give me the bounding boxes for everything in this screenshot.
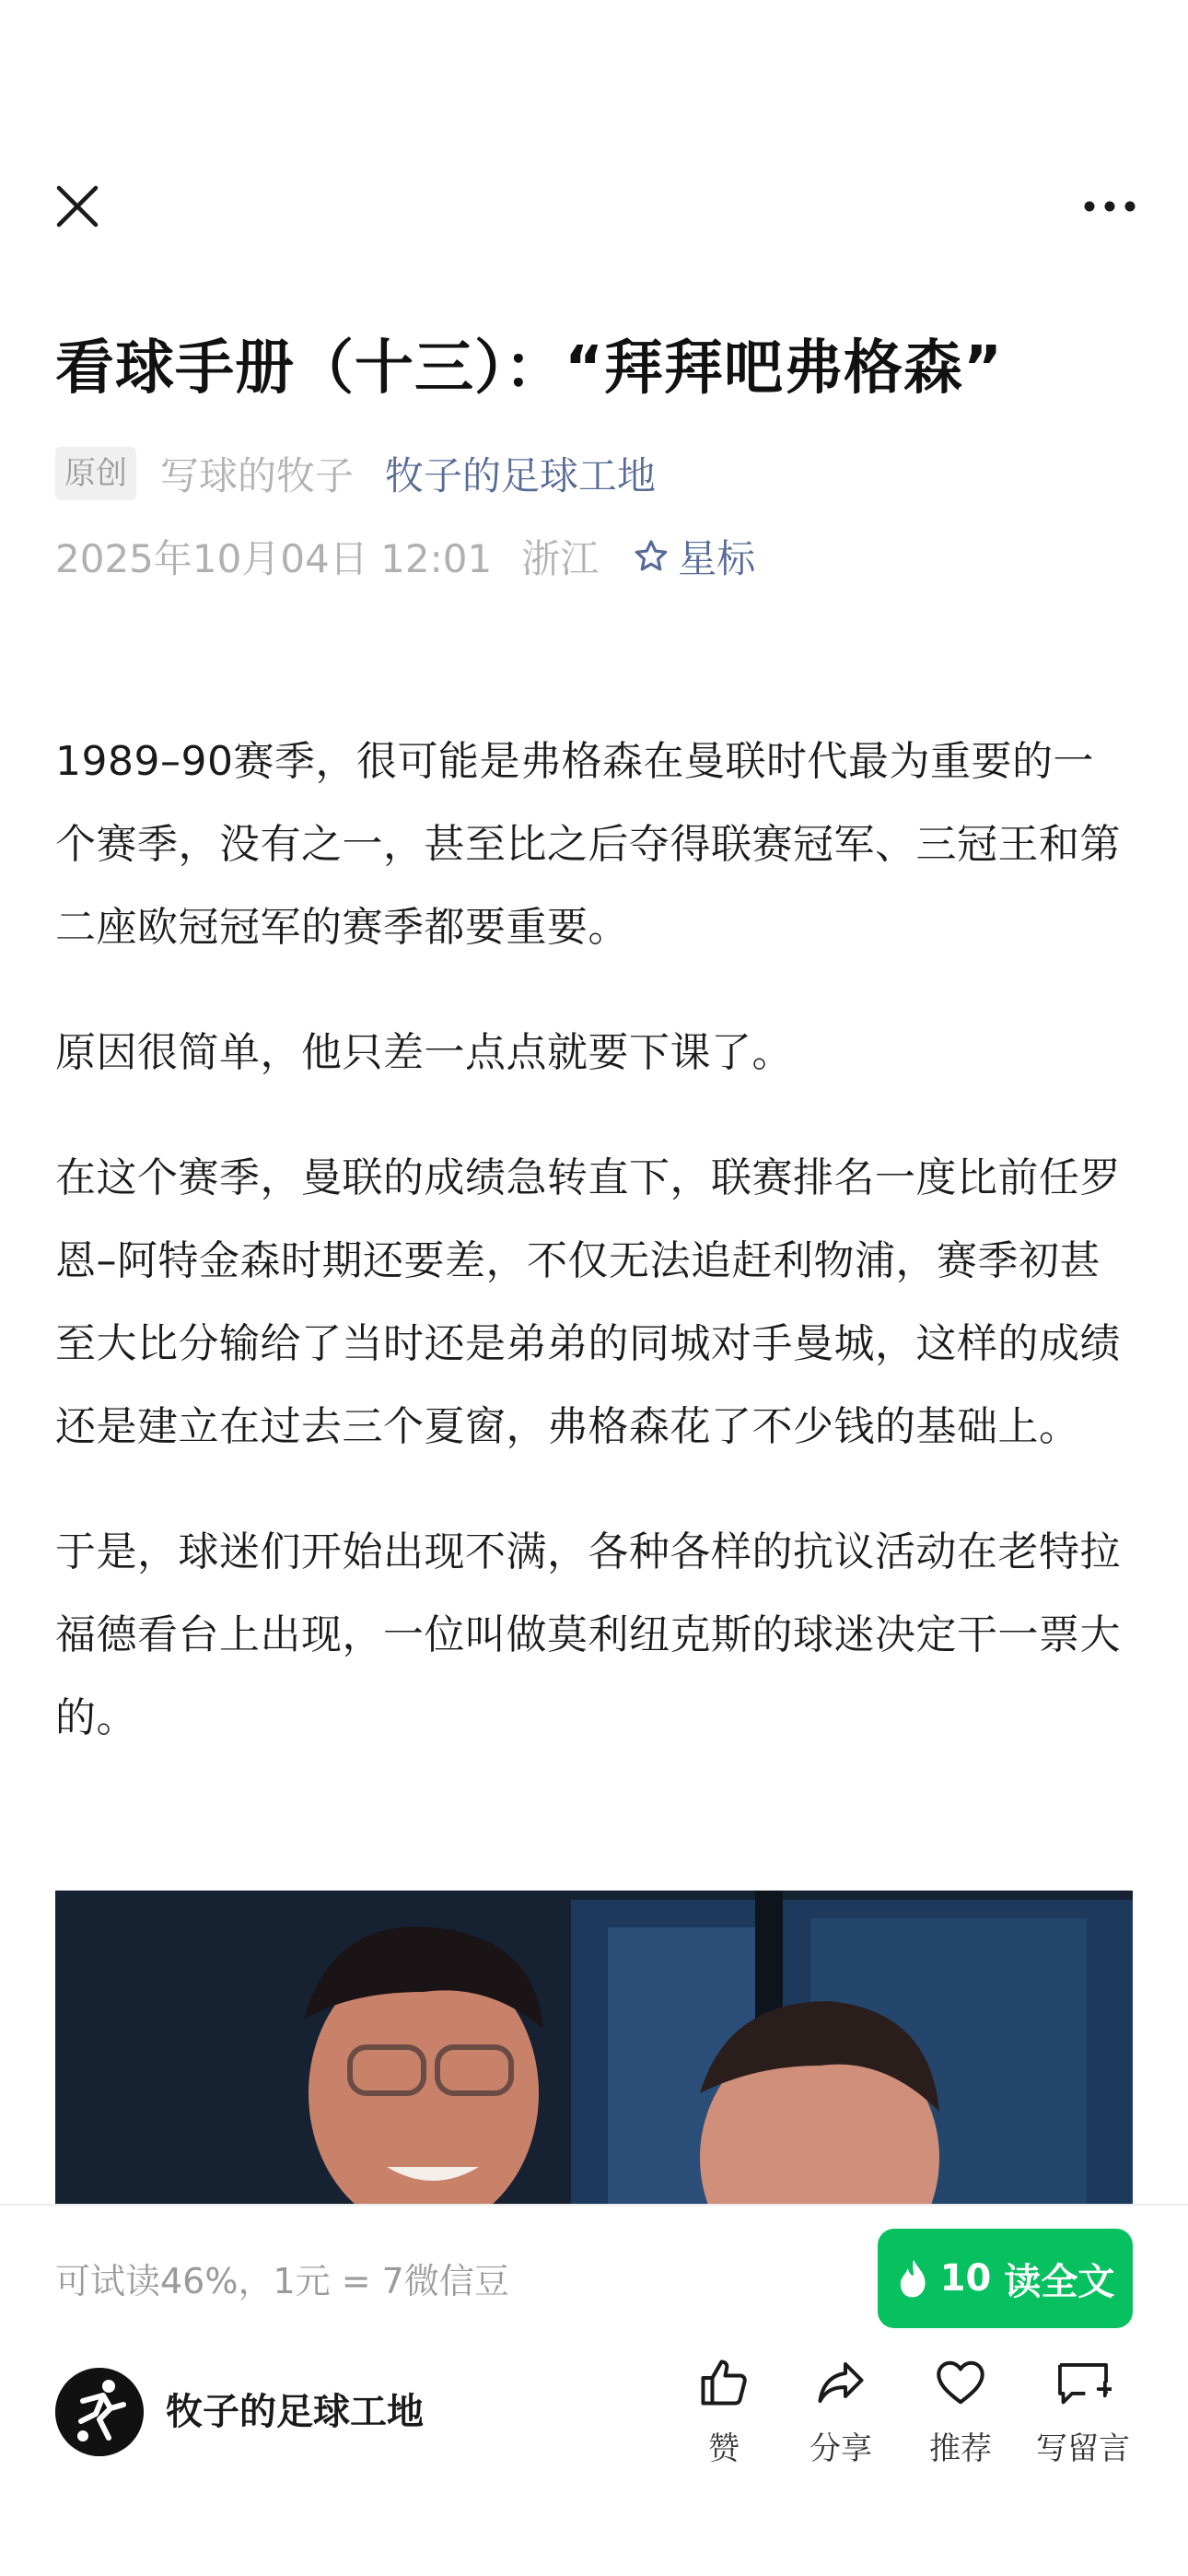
recommend-button[interactable]	[919, 2355, 1002, 2475]
read-full-label: 读全文	[1004, 2260, 1115, 2303]
paragraph: 于是，球迷们开始出现不满，各种各样的抗议活动在老特拉福德看台上出现，一位叫做莫利纽克斯的球迷决定干一票大的。	[55, 1528, 1121, 1741]
paragraph: 原因很简单，他只差一点点就要下课了。	[55, 1029, 793, 1076]
share-button[interactable]	[799, 2355, 882, 2475]
photo-illustration	[55, 1891, 1133, 2204]
publish-datetime: 2025年10月04日 12:01	[55, 536, 493, 581]
star-button[interactable]	[632, 529, 755, 584]
read-full-article-button[interactable]	[878, 2229, 1133, 2328]
article-meta	[55, 444, 656, 503]
thumbs-up-icon	[696, 2355, 751, 2410]
paragraph: 1989–90赛季，很可能是弗格森在曼联时代最为重要的一个赛季，没有之一，甚至比之后夺得联赛冠军、三冠王和第二座欧冠冠军的赛季都要重要。	[55, 738, 1121, 951]
star-label: 星标	[678, 536, 756, 581]
paragraph: 在这个赛季，曼联的成绩急转直下，联赛排名一度比前任罗恩–阿特金森时期还要差，不仅无法追赶利物浦，赛季初甚至大比分输给了当时还是弟弟的同城对手曼城，这样的成绩还是建立在过去三个夏窗，弗格森花了不少钱的基础上。	[55, 1154, 1121, 1450]
comment-add-icon	[1054, 2355, 1112, 2410]
close-button[interactable]	[48, 177, 107, 236]
more-horizontal-icon	[1082, 199, 1137, 214]
write-comment-button[interactable]	[1028, 2355, 1138, 2475]
footer-account-name[interactable]: 牧子的足球工地	[166, 2391, 424, 2433]
article-meta-secondary	[55, 527, 755, 586]
star-icon	[632, 537, 670, 576]
avatar[interactable]	[55, 2368, 144, 2456]
original-badge: 原创	[55, 447, 136, 500]
author-name: 写球的牧子	[160, 453, 355, 498]
runner-logo-icon	[55, 2368, 144, 2456]
like-button[interactable]	[685, 2355, 763, 2475]
account-link[interactable]: 牧子的足球工地	[385, 453, 657, 498]
share-icon	[813, 2355, 868, 2410]
article-body	[55, 720, 1133, 1802]
heart-icon	[933, 2355, 988, 2410]
close-icon	[54, 183, 100, 229]
like-label: 赞	[708, 2430, 740, 2467]
wechat-bean-icon	[896, 2258, 931, 2299]
read-price: 10	[939, 2257, 992, 2300]
recommend-label: 推荐	[929, 2430, 992, 2467]
article-title: 看球手册（十三）：“拜拜吧弗格森”	[55, 334, 1004, 403]
write-comment-label: 写留言	[1036, 2430, 1130, 2467]
share-label: 分享	[809, 2430, 872, 2467]
publish-location: 浙江	[521, 536, 600, 581]
article-photo[interactable]	[55, 1891, 1133, 2204]
trial-read-notice: 可试读46%，1元 = 7微信豆	[55, 2261, 509, 2301]
more-options-button[interactable]	[1068, 177, 1151, 236]
